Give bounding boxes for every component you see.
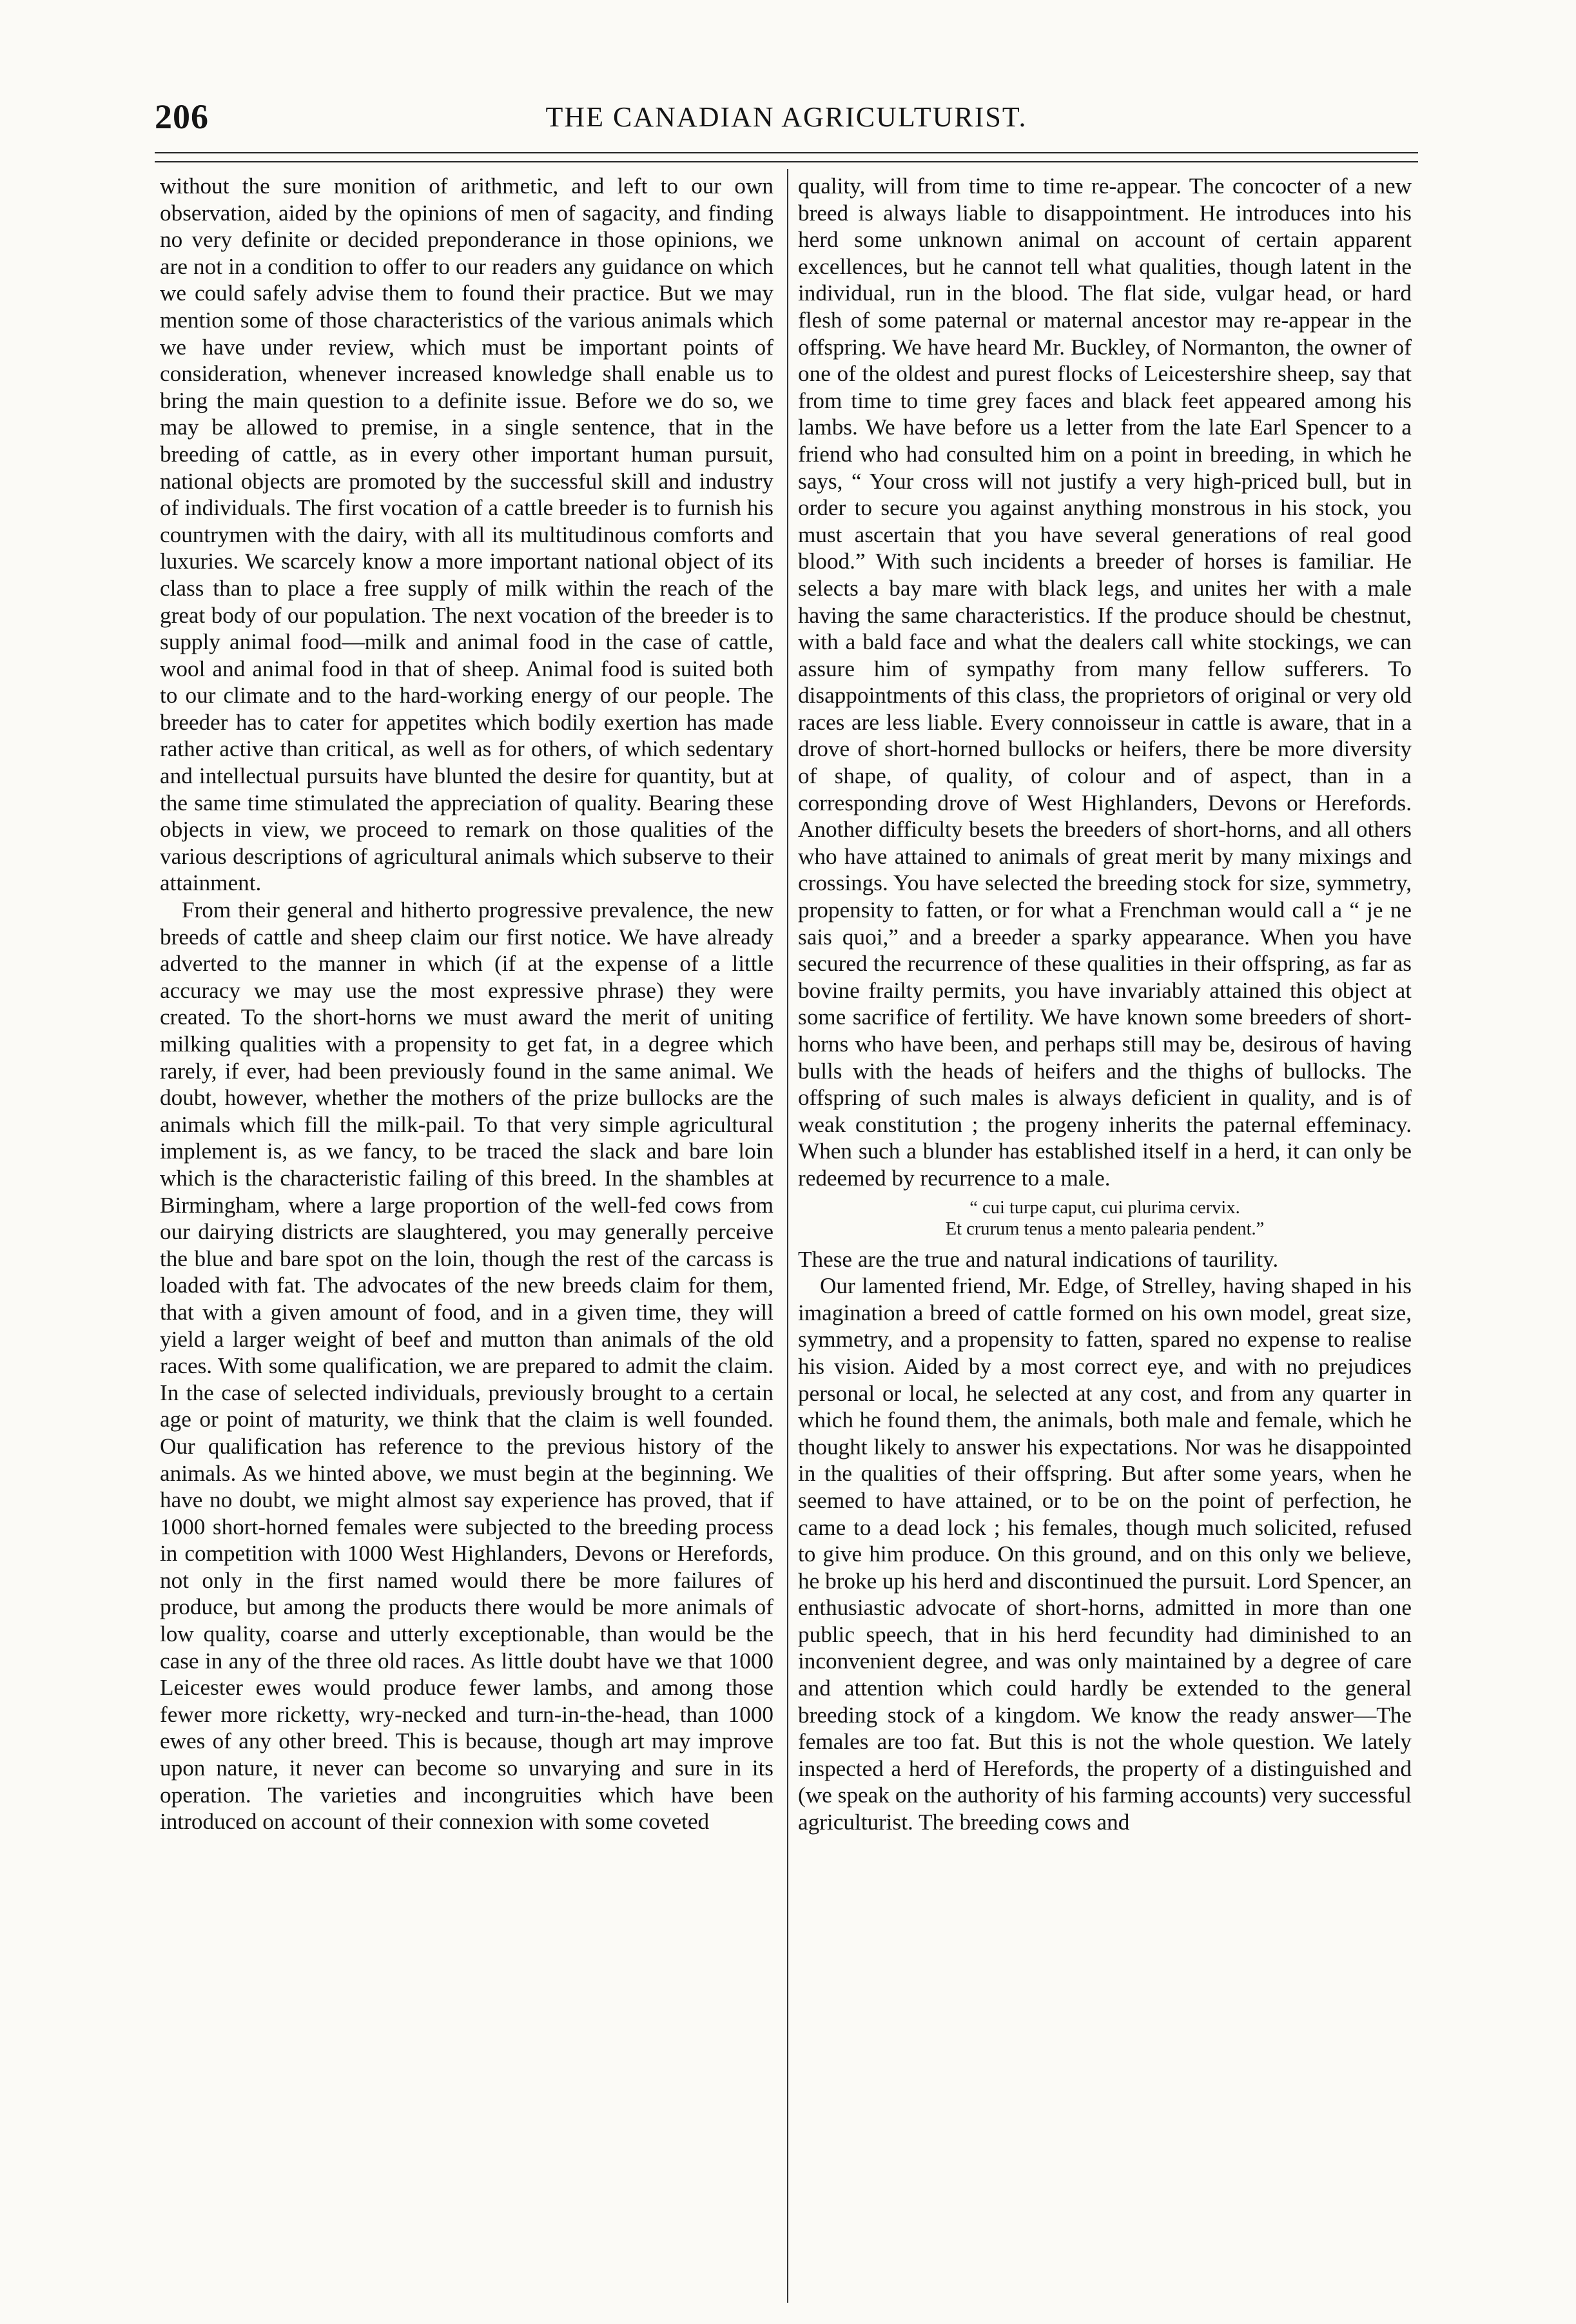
running-title: THE CANADIAN AGRICULTURIST. (545, 101, 1027, 133)
paragraph: From their general and hitherto progressive prevalence, the new breeds of cattle and sheep claim our first notice. We have already adverted to the manner in which (if at the expense of a little accuracy we may use the most expressive phrase) they were created. To the short-horns we must award the merit of uniting milking qualities with a propensity to get fat, in a degree which rarely, if ever, had been previously found in the same animal. We doubt, however, whether the mothers of the prize bullocks are the animals which fill the milk-pail. To that very simple agricultural implement is, as we fancy, to be traced the slack and bare loin which is the characteristic failing of this breed. In the shambles at Birmingham, where a large proportion of the well-fed cows from our dairying districts are slaughtered, you may generally perceive the blue and bare spot on the loin, though the rest of the carcass is loaded with fat. The advocates of the new breeds claim for them, that with a given amount of food, and in a given time, they will yield a larger weight of beef and mutton than animals of the old races. With some qualification, we are prepared to admit the claim. In the case of selected individuals, previously brought to a certain age or point of maturity, we think that the claim is well founded. Our qualification has reference to the previous history of the animals. As we hinted above, we must begin at the beginning. We have no doubt, we might almost say experience has proved, that if 1000 short-horned females were subjected to the breeding process in competition with 1000 West Highlanders, Devons or Herefords, not only in the first named would there be more failures of produce, but among the products there would be more animals of low quality, coarse and utterly exceptionable, than would be the case in any of the three old races. As little doubt have we that 1000 Leicester ewes would produce fewer lambs, and among those fewer more ricketty, wry-necked and turn-in-the-head, than 1000 ewes of any other breed. This is because, though art may improve upon nature, it never can become so unvarying and sure in its operation. The varieties and incongruities which have been introduced on account of their connexion with some coveted (160, 897, 773, 1835)
paragraph: quality, will from time to time re-appear. The concocter of a new breed is always liable to disappointment. He introduces into his herd some unknown animal on account of certain apparent excellences, but he cannot tell what qualities, though latent in the individual, run in the blood. The flat side, vulgar head, or hard flesh of some paternal or maternal ancestor may re-appear in the offspring. We have heard Mr. Buckley, of Normanton, the owner of one of the oldest and purest flocks of Leicestershire sheep, say that from time to time grey faces and black feet appeared among his lambs. We have before us a letter from the late Earl Spencer to a friend who had consulted him on a point in breeding, in which he says, “ Your cross will not justify a very high-priced bull, but in order to secure you against anything monstrous in his stock, you must ascertain that you have several generations of real good blood.” With such incidents a breeder of horses is familiar. He selects a bay mare with black legs, and unites her with a male having the same characteristics. If the produce should be chestnut, with a bald face and what the dealers call white stockings, we can assure him of sympathy from many fellow sufferers. To disappointments of this class, the proprietors of original or very old races are less liable. Every connoisseur in cattle is aware, that in a drove of short-horned bullocks or heifers, there be more diversity of shape, of quality, of colour and of aspect, than in a corresponding drove of West Highlanders, Devons or Herefords. Another difficulty besets the breeders of short-horns, and all others who have attained to animals of great merit by many mixings and crossings. You have selected the breeding stock for size, symmetry, propensity to fatten, or for what a Frenchman would call a “ je ne sais quoi,” and a breeder a sparky appearance. When you have secured the recurrence of these qualities in their offspring, as far as bovine frailty permits, you have invariably attained this object at some sacrifice of fertility. We have known some breeders of short-horns who have been, and perhaps still may be, desirous of having bulls with the heads of heifers and the thighs of bullocks. The offspring of such males is always deficient in quality, and is of weak constitution ; the progeny inherits the paternal effeminacy. When such a blunder has established itself in a herd, it can only be redeemed by recurrence to a male. (798, 173, 1412, 1191)
paragraph: without the sure monition of arithmetic, and left to our own observation, aided by the opinions of men of sagacity, and finding no very definite or decided preponderance in those opinions, we are not in a condition to offer to our readers any guidance on which we could safely advise them to found their practice. But we may mention some of those characteristics of the various animals which we have under review, which must be important points of consideration, whenever increased knowledge shall enable us to bring the main question to a definite issue. Before we do so, we may be allowed to premise, in a single sentence, that in the breeding of cattle, as in every other important human pursuit, national objects are promoted by the successful skill and industry of individuals. The first vocation of a cattle breeder is to furnish his countrymen with the dairy, with all its multitudinous comforts and luxuries. We scarcely know a more important national object of its class than to place a free supply of milk within the reach of the great body of our population. The next vocation of the breeder is to supply animal food—milk and animal food in the case of cattle, wool and animal food in that of sheep. Animal food is suited both to our climate and to the hard-working energy of our people. The breeder has to cater for appetites which bodily exertion has made rather active than critical, as well as for others, of which sedentary and intellectual pursuits have blunted the desire for quantity, but at the same time stimulated the appreciation of quality. Bearing these objects in view, we proceed to remark on those qualities of the various descriptions of agricultural animals which subserve to their attainment. (160, 173, 773, 896)
page-header (155, 97, 1418, 142)
latin-quote (798, 1197, 1412, 1240)
column-divider (787, 169, 788, 2303)
paragraph: These are the true and natural indications of taurility. (798, 1246, 1279, 1272)
quote-line: “ cui turpe caput, cui plurima cervix. (969, 1197, 1240, 1218)
quote-line: Et crurum tenus a mento palearia pendent.” (945, 1218, 1265, 1239)
header-rule-bottom (155, 161, 1418, 162)
page-number: 206 (155, 97, 209, 136)
paragraph: Our lamented friend, Mr. Edge, of Strelley, having shaped in his imagination a breed of cattle formed on his own model, great size, symmetry, and a propensity to fatten, spared no expense to realise his vision. Aided by a most correct eye, and with no prejudices personal or local, he selected at any cost, and from any quarter in which he found them, the animals, both male and female, which he thought likely to answer his expectations. Nor was he disappointed in the qualities of their offspring. But after some years, when he seemed to have attained, or to be on the point of perfection, he came to a dead lock ; his females, though much solicited, refused to give him produce. On this ground, and on this only we believe, he broke up his herd and discontinued the pursuit. Lord Spencer, an enthusiastic advocate of short-horns, admitted in more than one public speech, that in his herd fecundity had diminished to an inconvenient degree, and was only maintained by a degree of care and attention which could hardly be extended to the general breeding stock of a kingdom. We know the ready answer—The females are too fat. But this is not the whole question. We lately inspected a herd of Herefords, the property of a distinguished and (we speak on the authority of his farming accounts) very successful agriculturist. The breeding cows and (798, 1273, 1412, 1835)
left-column (160, 173, 773, 2300)
right-column (798, 173, 1412, 2300)
header-rule-top (155, 152, 1418, 153)
